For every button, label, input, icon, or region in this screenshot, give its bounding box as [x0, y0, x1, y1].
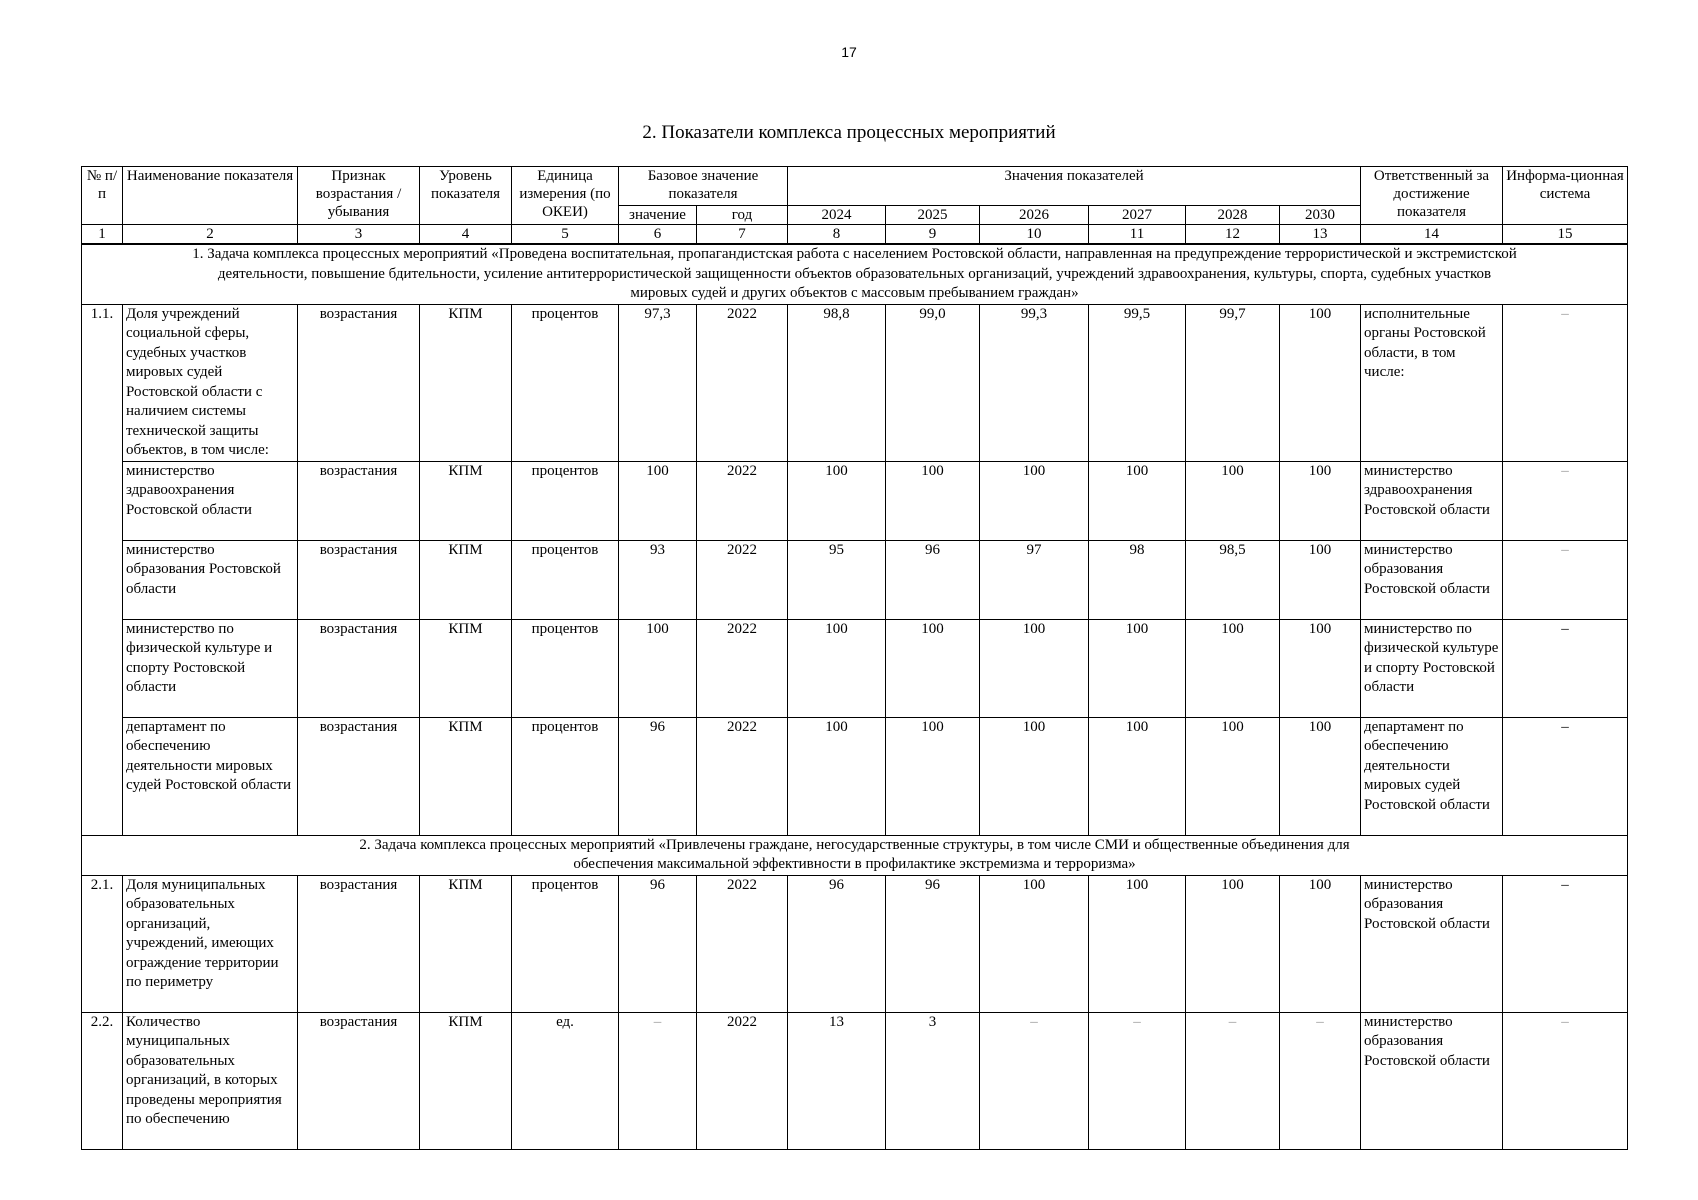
base-year-cell: 2022 — [697, 304, 788, 461]
value-cell: 100 — [788, 619, 886, 717]
responsible-cell: министерство образования Ростовской области — [1361, 540, 1503, 619]
value-cell: 100 — [1280, 461, 1361, 540]
base-year-cell: 2022 — [697, 619, 788, 717]
level-cell: КПМ — [420, 875, 512, 1012]
trend-cell: возрастания — [298, 540, 420, 619]
value-cell: 98 — [1089, 540, 1186, 619]
column-number: 14 — [1361, 225, 1503, 245]
indicators-table — [81, 166, 1628, 1150]
base-year-cell: 2022 — [697, 717, 788, 835]
base-year-cell: 2022 — [697, 1012, 788, 1149]
value-cell: 3 — [886, 1012, 980, 1149]
column-number: 6 — [619, 225, 697, 245]
unit-cell: ед. — [512, 1012, 619, 1149]
column-numbers-row — [82, 225, 1628, 245]
column-number: 8 — [788, 225, 886, 245]
document-title: 2. Показатели комплекса процессных мероприятий — [642, 122, 1056, 143]
value-cell: 100 — [1089, 875, 1186, 1012]
indicator-name: министерство здравоохранения Ростовской области — [123, 461, 298, 540]
level-cell: КПМ — [420, 304, 512, 461]
header-year: 2028 — [1186, 206, 1280, 225]
base-value-cell: – — [619, 1012, 697, 1149]
column-number: 10 — [980, 225, 1089, 245]
trend-cell: возрастания — [298, 717, 420, 835]
row-number: 1.1. — [82, 304, 123, 835]
header-base-year: год — [697, 206, 788, 225]
value-cell: 13 — [788, 1012, 886, 1149]
unit-cell: процентов — [512, 461, 619, 540]
header-values: Значения показателей — [788, 167, 1361, 206]
responsible-cell: министерство здравоохранения Ростовской области — [1361, 461, 1503, 540]
unit-cell: процентов — [512, 540, 619, 619]
value-cell: 96 — [886, 875, 980, 1012]
value-cell: 100 — [980, 461, 1089, 540]
header-year: 2027 — [1089, 206, 1186, 225]
task-1-heading: 1. Задача комплекса процессных мероприятий «Проведена воспитательная, пропагандистская работа с населением Ростовской области, направленная на предупреждение террористической и экстремистской деятельности, повышение бдительности, усиление антитеррористической защищенности объектов образовательных организаций, учреждений здравоохранения, культуры, спорта, судебных участков мировых судей и других объектов с массовым пребыванием граждан» — [82, 244, 1628, 304]
value-cell: 100 — [980, 619, 1089, 717]
column-number: 3 — [298, 225, 420, 245]
unit-cell: процентов — [512, 717, 619, 835]
base-value-cell: 97,3 — [619, 304, 697, 461]
header-responsible: Ответственный за достижение показателя — [1361, 167, 1503, 225]
value-cell: – — [1280, 1012, 1361, 1149]
row-number: 2.1. — [82, 875, 123, 1012]
value-cell: 100 — [1089, 619, 1186, 717]
table-row — [82, 540, 1628, 619]
base-value-cell: 93 — [619, 540, 697, 619]
header-year: 2026 — [980, 206, 1089, 225]
table-row — [82, 619, 1628, 717]
task-row — [82, 835, 1628, 875]
value-cell: 100 — [886, 717, 980, 835]
value-cell: 100 — [1280, 619, 1361, 717]
column-number: 9 — [886, 225, 980, 245]
value-cell: 100 — [1280, 717, 1361, 835]
page-number: 17 — [841, 44, 857, 60]
responsible-cell: исполнительные органы Ростовской области, в том числе: — [1361, 304, 1503, 461]
info-system-cell: – — [1503, 619, 1628, 717]
value-cell: 100 — [1186, 461, 1280, 540]
indicator-name: Доля учреждений социальной сферы, судебных участков мировых судей Ростовской области с наличием системы технической защиты объектов, в том числе: — [123, 304, 298, 461]
value-cell: – — [1089, 1012, 1186, 1149]
value-cell: 99,7 — [1186, 304, 1280, 461]
unit-cell: процентов — [512, 875, 619, 1012]
base-year-cell: 2022 — [697, 461, 788, 540]
column-number: 13 — [1280, 225, 1361, 245]
header-year: 2030 — [1280, 206, 1361, 225]
column-number: 12 — [1186, 225, 1280, 245]
value-cell: 100 — [886, 619, 980, 717]
value-cell: 96 — [788, 875, 886, 1012]
indicator-name: министерство по физической культуре и спорту Ростовской области — [123, 619, 298, 717]
indicator-name: департамент по обеспечению деятельности мировых судей Ростовской области — [123, 717, 298, 835]
column-number: 2 — [123, 225, 298, 245]
value-cell: 98,5 — [1186, 540, 1280, 619]
column-number: 15 — [1503, 225, 1628, 245]
base-value-cell: 96 — [619, 717, 697, 835]
value-cell: 97 — [980, 540, 1089, 619]
indicator-name: министерство образования Ростовской области — [123, 540, 298, 619]
responsible-cell: департамент по обеспечению деятельности мировых судей Ростовской области — [1361, 717, 1503, 835]
value-cell: 100 — [788, 717, 886, 835]
table-row — [82, 461, 1628, 540]
row-number: 2.2. — [82, 1012, 123, 1149]
value-cell: 96 — [886, 540, 980, 619]
value-cell: 99,0 — [886, 304, 980, 461]
trend-cell: возрастания — [298, 1012, 420, 1149]
header-info-system: Информа-ционная система — [1503, 167, 1628, 225]
info-system-cell: – — [1503, 540, 1628, 619]
header-year: 2024 — [788, 206, 886, 225]
info-system-cell: – — [1503, 875, 1628, 1012]
column-number: 5 — [512, 225, 619, 245]
info-system-cell: – — [1503, 1012, 1628, 1149]
info-system-cell: – — [1503, 304, 1628, 461]
value-cell: 98,8 — [788, 304, 886, 461]
header-base: Базовое значение показателя — [619, 167, 788, 206]
column-number: 4 — [420, 225, 512, 245]
task-row — [82, 244, 1628, 304]
value-cell: 100 — [788, 461, 886, 540]
base-value-cell: 96 — [619, 875, 697, 1012]
header-name: Наименование показателя — [123, 167, 298, 225]
value-cell: 100 — [1186, 619, 1280, 717]
trend-cell: возрастания — [298, 304, 420, 461]
level-cell: КПМ — [420, 540, 512, 619]
header-level: Уровень показателя — [420, 167, 512, 225]
column-number: 7 — [697, 225, 788, 245]
value-cell: 100 — [1089, 717, 1186, 835]
level-cell: КПМ — [420, 1012, 512, 1149]
value-cell: 100 — [980, 717, 1089, 835]
table-row — [82, 875, 1628, 1012]
value-cell: 99,3 — [980, 304, 1089, 461]
level-cell: КПМ — [420, 717, 512, 835]
column-number: 11 — [1089, 225, 1186, 245]
unit-cell: процентов — [512, 304, 619, 461]
value-cell: 100 — [1280, 304, 1361, 461]
task-2-heading: 2. Задача комплекса процессных мероприятий «Привлечены граждане, негосударственные структуры, в том числе СМИ и общественные объединения для обеспечения максимальной эффективности в профилактике экстремизма и терроризма» — [82, 835, 1628, 875]
value-cell: – — [980, 1012, 1089, 1149]
header-trend: Признак возрастания / убывания — [298, 167, 420, 225]
value-cell: 100 — [1089, 461, 1186, 540]
table-row — [82, 1012, 1628, 1149]
header-base-value: значение — [619, 206, 697, 225]
table-row — [82, 717, 1628, 835]
value-cell: 100 — [1186, 717, 1280, 835]
info-system-cell: – — [1503, 717, 1628, 835]
base-value-cell: 100 — [619, 461, 697, 540]
base-year-cell: 2022 — [697, 540, 788, 619]
value-cell: – — [1186, 1012, 1280, 1149]
level-cell: КПМ — [420, 619, 512, 717]
indicator-name: Доля муниципальных образовательных организаций, учреждений, имеющих ограждение территории по периметру — [123, 875, 298, 1012]
responsible-cell: министерство образования Ростовской области — [1361, 875, 1503, 1012]
value-cell: 100 — [1186, 875, 1280, 1012]
trend-cell: возрастания — [298, 875, 420, 1012]
responsible-cell: министерство по физической культуре и спорту Ростовской области — [1361, 619, 1503, 717]
value-cell: 100 — [1280, 540, 1361, 619]
indicator-name: Количество муниципальных образовательных организаций, в которых проведены мероприятия по обеспечению — [123, 1012, 298, 1149]
table-row — [82, 304, 1628, 461]
header-year: 2025 — [886, 206, 980, 225]
trend-cell: возрастания — [298, 461, 420, 540]
header-num: № п/п — [82, 167, 123, 225]
base-value-cell: 100 — [619, 619, 697, 717]
value-cell: 100 — [1280, 875, 1361, 1012]
trend-cell: возрастания — [298, 619, 420, 717]
info-system-cell: – — [1503, 461, 1628, 540]
responsible-cell: министерство образования Ростовской области — [1361, 1012, 1503, 1149]
level-cell: КПМ — [420, 461, 512, 540]
header-unit: Единица измерения (по ОКЕИ) — [512, 167, 619, 225]
value-cell: 100 — [980, 875, 1089, 1012]
base-year-cell: 2022 — [697, 875, 788, 1012]
unit-cell: процентов — [512, 619, 619, 717]
value-cell: 100 — [886, 461, 980, 540]
value-cell: 95 — [788, 540, 886, 619]
column-number: 1 — [82, 225, 123, 245]
value-cell: 99,5 — [1089, 304, 1186, 461]
